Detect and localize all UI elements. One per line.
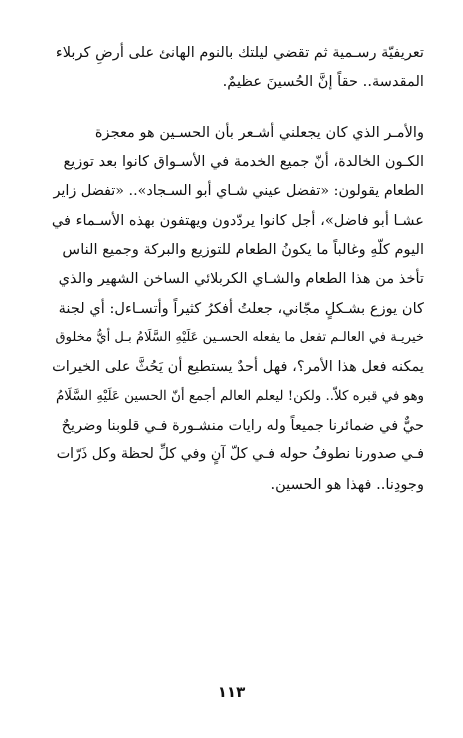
paragraph-line: الطعام يقولون: «تفضل عيني شـاي أبو السـجاد».. «تفضل زاير bbox=[53, 182, 424, 199]
paragraph-line: تعريفيّة رسـمية ثم تقضي ليلتك بالنوم الهانئ على أرضِ كربلاء bbox=[55, 44, 424, 61]
paragraph-line: خيريـة في العالـم تفعل ما يفعله الحسـين عَلَيْهِ السَّلَامُ بـل أيُّ مخلوق bbox=[55, 330, 424, 346]
paragraph-line: كان يوزع بشـكلٍ مجّاني، جعلتُ أفكرُ كثيراً وأتسـاءل: أي لجنة bbox=[58, 299, 424, 317]
paragraph-line: تأخذ من هذا الطعام والشـاي الكربلائي الساخن الشهير والذي bbox=[58, 270, 424, 288]
paragraph-line: عشـا أبو فاضل»، أجل كانوا يردّدون ويهتفون بهذه الأسـماء في bbox=[52, 211, 424, 229]
paragraph-line: يمكنه فعل هذا الأمر؟، فهل أحدٌ يستطيع أن يَحُثَّ على الخيرات bbox=[52, 358, 424, 376]
paragraph-line: وجودِنا.. فهذا هو الحسين. bbox=[270, 475, 424, 493]
page-number: ١١٣ bbox=[217, 683, 246, 701]
paragraph-line: حيٌّ في ضمائرنا جميعاً وله رايات منشـورة فـي قلوبنا وضريحٌ bbox=[61, 416, 424, 434]
paragraph-line: والأمـر الذي كان يجعلني أشـعر بأن الحسـين هو معجزة bbox=[94, 124, 424, 141]
paragraph-line: اليوم كلّهِ وغالباً ما يكونُ الطعام للتوزيع والبركة وجميع الناس bbox=[62, 241, 424, 259]
paragraph-line: الكـون الخالدة، أنّ جميع الخدمة في الأسـواق كانوا بعد توزيع bbox=[63, 153, 424, 171]
paragraph-2 bbox=[52, 118, 424, 499]
paragraph-1 bbox=[52, 38, 424, 97]
paragraph-line: المقدسة.. حقاً إنَّ الحُسينَ عظيمٌ. bbox=[222, 73, 424, 91]
paragraph-line: وهو في قبره كلاّ.. ولكن! ليعلم العالم أجمع أنّ الحسين عَلَيْهِ السَّلَامُ bbox=[55, 388, 424, 404]
paragraph-line: فـي صدورنا نطوفُ حوله فـي كلّ آنٍ وفي كلِّ لحظة وكل ذَرّات bbox=[56, 446, 424, 463]
